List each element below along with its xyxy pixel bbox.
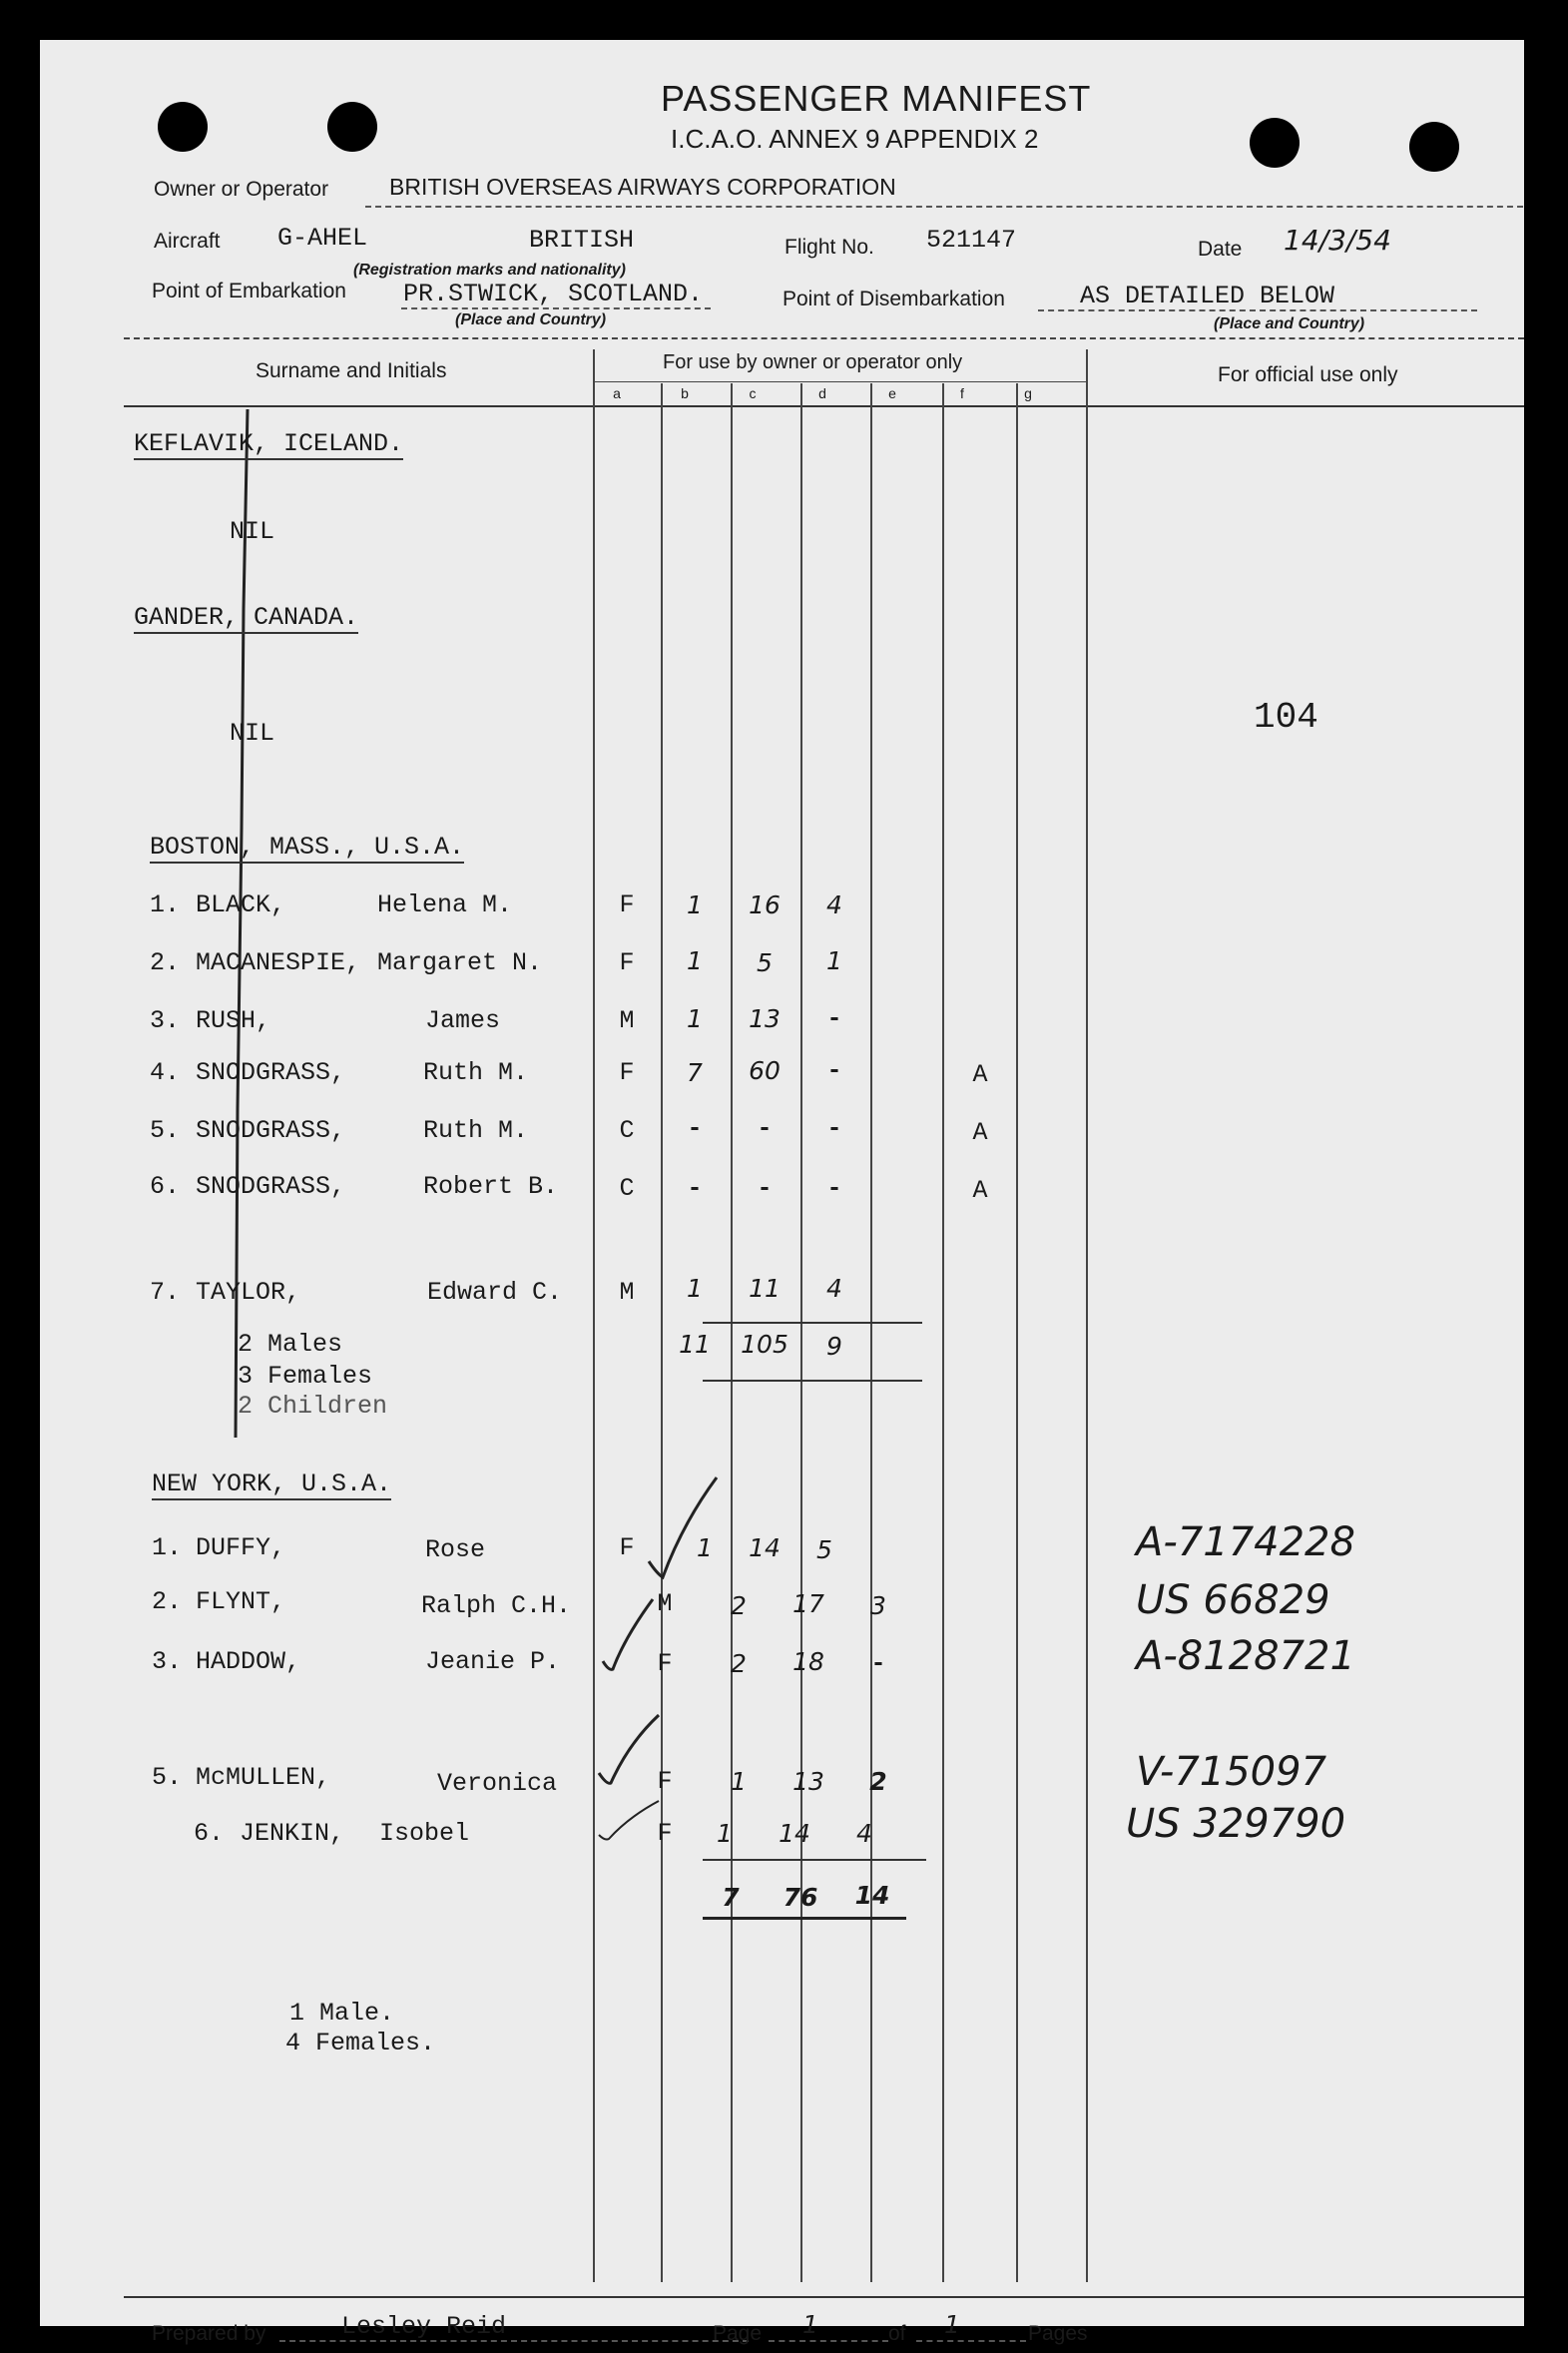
newyork-row-5-c: 13: [792, 1767, 824, 1796]
embarkation-note: (Place and Country): [455, 311, 607, 328]
boston-total-c: 105: [741, 1330, 788, 1359]
owner-label: Owner or Operator: [154, 178, 329, 201]
boston-row-7-a: M: [619, 1278, 635, 1307]
col-letter-b: b: [681, 385, 689, 401]
boston-row-1-b: 1: [687, 890, 703, 919]
boston-row-6-surname: SNODGRASS,: [196, 1172, 346, 1201]
newyork-row-5-d: 2: [869, 1767, 887, 1796]
boston-row-5-f: A: [972, 1118, 988, 1147]
newyork-summary-male: 1 Male.: [289, 1999, 395, 2028]
boston-total-topline: [703, 1322, 922, 1324]
newyork-row-2-num: 2.: [152, 1587, 183, 1616]
col-line-6: [942, 383, 944, 2282]
newyork-row-2-c: 17: [792, 1589, 824, 1618]
newyork-row-3-official: A-8128721: [1136, 1633, 1355, 1679]
boston-row-5-a: C: [619, 1116, 635, 1145]
boston-row-1-a: F: [619, 890, 635, 919]
newyork-row-1-a: F: [619, 1533, 635, 1562]
boston-row-7-given: Edward C.: [427, 1278, 563, 1307]
boston-row-7-b: 1: [687, 1274, 703, 1303]
boston-row-4-a: F: [619, 1058, 635, 1087]
newyork-row-1-official: A-7174228: [1136, 1519, 1355, 1565]
aircraft-nationality: BRITISH: [529, 226, 635, 255]
col-letter-line: [595, 381, 1088, 382]
boston-row-2-b: 1: [687, 946, 703, 975]
boston-row-4-given: Ruth M.: [423, 1058, 529, 1087]
table-header-bottom-line: [124, 405, 1524, 407]
official-use-header: For official use only: [1218, 363, 1398, 386]
newyork-row-6-num: 6.: [194, 1819, 225, 1848]
boston-row-6-a: C: [619, 1174, 635, 1203]
boston-row-4-c: 60: [749, 1056, 781, 1085]
boston-row-6-num: 6.: [150, 1172, 181, 1201]
aircraft-reg: G-AHEL: [277, 224, 368, 253]
boston-row-3-num: 3.: [150, 1006, 181, 1035]
col-line-5: [870, 383, 872, 2282]
newyork-row-5-b: 1: [731, 1767, 747, 1796]
boston-row-3-surname: RUSH,: [196, 1006, 271, 1035]
boston-row-1-surname: BLACK,: [196, 890, 286, 919]
col-line-1: [593, 349, 595, 2282]
aircraft-label: Aircraft: [154, 230, 221, 253]
col-line-7: [1016, 383, 1018, 2282]
of-label: of: [888, 2322, 906, 2345]
newyork-row-1-num: 1.: [152, 1533, 183, 1562]
boston-row-6-given: Robert B.: [423, 1172, 559, 1201]
manifest-page: [40, 40, 1524, 2345]
embarkation-dotline: [401, 307, 711, 309]
newyork-row-6-given: Isobel: [379, 1819, 470, 1848]
col-letter-g: g: [1024, 385, 1032, 401]
newyork-row-3-num: 3.: [152, 1647, 183, 1676]
gander-heading: GANDER, CANADA.: [134, 603, 359, 632]
boston-row-6-d: -: [826, 1174, 842, 1203]
boston-row-3-given: James: [425, 1006, 501, 1035]
boston-row-2-c: 5: [757, 948, 773, 977]
col-line-2: [661, 383, 663, 2282]
boston-row-1-c: 16: [749, 890, 781, 919]
boston-row-4-num: 4.: [150, 1058, 181, 1087]
newyork-row-6-official: US 329790: [1126, 1801, 1346, 1847]
pages-label: Pages: [1028, 2322, 1088, 2345]
newyork-row-5-official: V-715097: [1136, 1749, 1327, 1795]
newyork-row-2-official: US 66829: [1136, 1577, 1330, 1623]
page-value: 1: [802, 2310, 818, 2339]
boston-row-2-d: 1: [826, 946, 842, 975]
boston-row-5-given: Ruth M.: [423, 1116, 529, 1145]
boston-row-5-b: -: [687, 1114, 703, 1143]
boston-row-1-num: 1.: [150, 890, 181, 919]
manifest-title: PASSENGER MANIFEST: [661, 78, 1092, 119]
boston-summary-children: 2 Children: [238, 1392, 388, 1421]
newyork-row-2-given: Ralph C.H.: [421, 1591, 572, 1620]
boston-row-1-d: 4: [826, 890, 842, 919]
newyork-summary-females: 4 Females.: [285, 2029, 436, 2058]
newyork-row-3-a: F: [657, 1649, 673, 1678]
table-top-line: [124, 337, 1524, 339]
boston-row-6-b: -: [687, 1174, 703, 1203]
newyork-total-c: 76: [783, 1883, 818, 1912]
col-line-4: [800, 383, 802, 2282]
col-letter-d: d: [818, 385, 826, 401]
boston-row-3-b: 1: [687, 1004, 703, 1033]
newyork-row-5-num: 5.: [152, 1763, 183, 1792]
official-number: 104: [1254, 697, 1318, 738]
surname-header: Surname and Initials: [256, 359, 447, 382]
newyork-row-1-c: 14: [749, 1533, 781, 1562]
newyork-row-5-surname: McMULLEN,: [196, 1763, 331, 1792]
newyork-row-6-surname: JENKIN,: [240, 1819, 345, 1848]
boston-row-7-d: 4: [826, 1274, 842, 1303]
boston-row-4-b: 7: [687, 1058, 703, 1087]
newyork-row-5-a: F: [657, 1767, 673, 1796]
pages-dotline: [916, 2340, 1026, 2342]
boston-total-bottomline: [703, 1380, 922, 1382]
boston-row-7-num: 7.: [150, 1278, 181, 1307]
date-value: 14/3/54: [1284, 224, 1391, 257]
boston-row-5-surname: SNODGRASS,: [196, 1116, 346, 1145]
flight-value: 521147: [926, 226, 1017, 255]
prepared-by-dotline: [279, 2340, 749, 2342]
newyork-row-5-given: Veronica: [437, 1769, 558, 1798]
newyork-row-3-b: 2: [731, 1649, 747, 1678]
boston-row-5-num: 5.: [150, 1116, 181, 1145]
prepared-by-value: Lesley Reid: [341, 2312, 507, 2341]
manifest-subtitle: I.C.A.O. ANNEX 9 APPENDIX 2: [671, 124, 1039, 154]
disembarkation-label: Point of Disembarkation: [783, 288, 1005, 310]
col-letter-e: e: [888, 385, 896, 401]
col-line-3: [731, 383, 733, 2282]
boston-row-3-d: -: [826, 1004, 842, 1033]
boston-row-4-d: -: [826, 1056, 842, 1085]
boston-total-b: 11: [679, 1330, 711, 1359]
col-letter-f: f: [960, 385, 964, 401]
check-mark-icon: [643, 1473, 723, 1583]
boston-row-5-c: -: [757, 1114, 773, 1143]
punch-hole-right-2: [1409, 122, 1459, 172]
boston-row-2-surname: MACANESPIE,: [196, 948, 361, 977]
prepared-by-label: Prepared by: [152, 2322, 266, 2345]
newyork-row-2-d: 3: [870, 1591, 886, 1620]
boston-row-1-given: Helena M.: [377, 890, 513, 919]
newyork-row-6-d: 4: [856, 1819, 872, 1848]
boston-row-2-num: 2.: [150, 948, 181, 977]
disembarkation-dotline: [1038, 309, 1477, 311]
newyork-total-b: 7: [722, 1883, 740, 1912]
owner-dotline: [365, 206, 1523, 208]
newyork-row-3-surname: HADDOW,: [196, 1647, 301, 1676]
gander-nil: NIL: [230, 719, 275, 748]
page-dotline: [769, 2340, 888, 2342]
newyork-row-6-c: 14: [779, 1819, 810, 1848]
newyork-total-topline: [703, 1859, 926, 1861]
page-label: Page: [713, 2322, 763, 2345]
footer-top-line: [124, 2296, 1524, 2298]
pages-value: 1: [944, 2310, 960, 2339]
newyork-row-1-given: Rose: [425, 1535, 486, 1564]
boston-row-6-c: -: [757, 1174, 773, 1203]
newyork-row-6-a: F: [657, 1819, 673, 1848]
flight-label: Flight No.: [784, 236, 874, 259]
newyork-total-bottomline: [703, 1917, 906, 1920]
boston-row-7-c: 11: [749, 1274, 781, 1303]
newyork-row-6-b: 1: [717, 1819, 733, 1848]
boston-row-7-surname: TAYLOR,: [196, 1278, 301, 1307]
boston-row-4-surname: SNODGRASS,: [196, 1058, 346, 1087]
newyork-heading: NEW YORK, U.S.A.: [152, 1470, 392, 1498]
boston-row-2-given: Margaret N.: [377, 948, 543, 977]
punch-hole-left-2: [327, 102, 377, 152]
boston-row-2-a: F: [619, 948, 635, 977]
col-line-8: [1086, 349, 1088, 2282]
boston-row-3-c: 13: [749, 1004, 781, 1033]
col-letter-c: c: [749, 385, 757, 401]
embarkation-label: Point of Embarkation: [152, 280, 346, 302]
date-label: Date: [1198, 238, 1243, 261]
newyork-row-3-c: 18: [792, 1647, 824, 1676]
punch-hole-left-1: [158, 102, 208, 152]
boston-row-6-f: A: [972, 1176, 988, 1205]
owner-use-header: For use by owner or operator only: [663, 351, 963, 373]
keflavik-heading: KEFLAVIK, ICELAND.: [134, 429, 404, 458]
newyork-row-1-b: 1: [697, 1533, 713, 1562]
boston-row-3-a: M: [619, 1006, 635, 1035]
newyork-row-2-b: 2: [731, 1591, 747, 1620]
boston-summary-females: 3 Females: [238, 1362, 373, 1391]
embarkation-value: PR.STWICK, SCOTLAND.: [403, 280, 704, 308]
boston-summary-males: 2 Males: [238, 1330, 343, 1359]
newyork-row-3-given: Jeanie P.: [425, 1647, 561, 1676]
newyork-row-1-d: 5: [816, 1535, 832, 1564]
boston-total-d: 9: [826, 1332, 842, 1361]
newyork-row-2-surname: FLYNT,: [196, 1587, 286, 1616]
keflavik-nil: NIL: [230, 517, 275, 546]
boston-row-4-f: A: [972, 1060, 988, 1089]
disembarkation-value: AS DETAILED BELOW: [1080, 282, 1335, 310]
boston-heading: BOSTON, MASS., U.S.A.: [150, 833, 465, 862]
newyork-row-1-surname: DUFFY,: [196, 1533, 286, 1562]
disembarkation-note: (Place and Country): [1214, 315, 1365, 332]
newyork-row-2-a: M: [657, 1589, 673, 1618]
punch-hole-right-1: [1250, 118, 1300, 168]
registration-note: (Registration marks and nationality): [353, 262, 626, 279]
boston-row-5-d: -: [826, 1114, 842, 1143]
col-letter-a: a: [613, 385, 621, 401]
newyork-row-3-d: -: [870, 1649, 886, 1678]
owner-value: BRITISH OVERSEAS AIRWAYS CORPORATION: [389, 174, 896, 200]
newyork-total-d: 14: [854, 1881, 890, 1910]
